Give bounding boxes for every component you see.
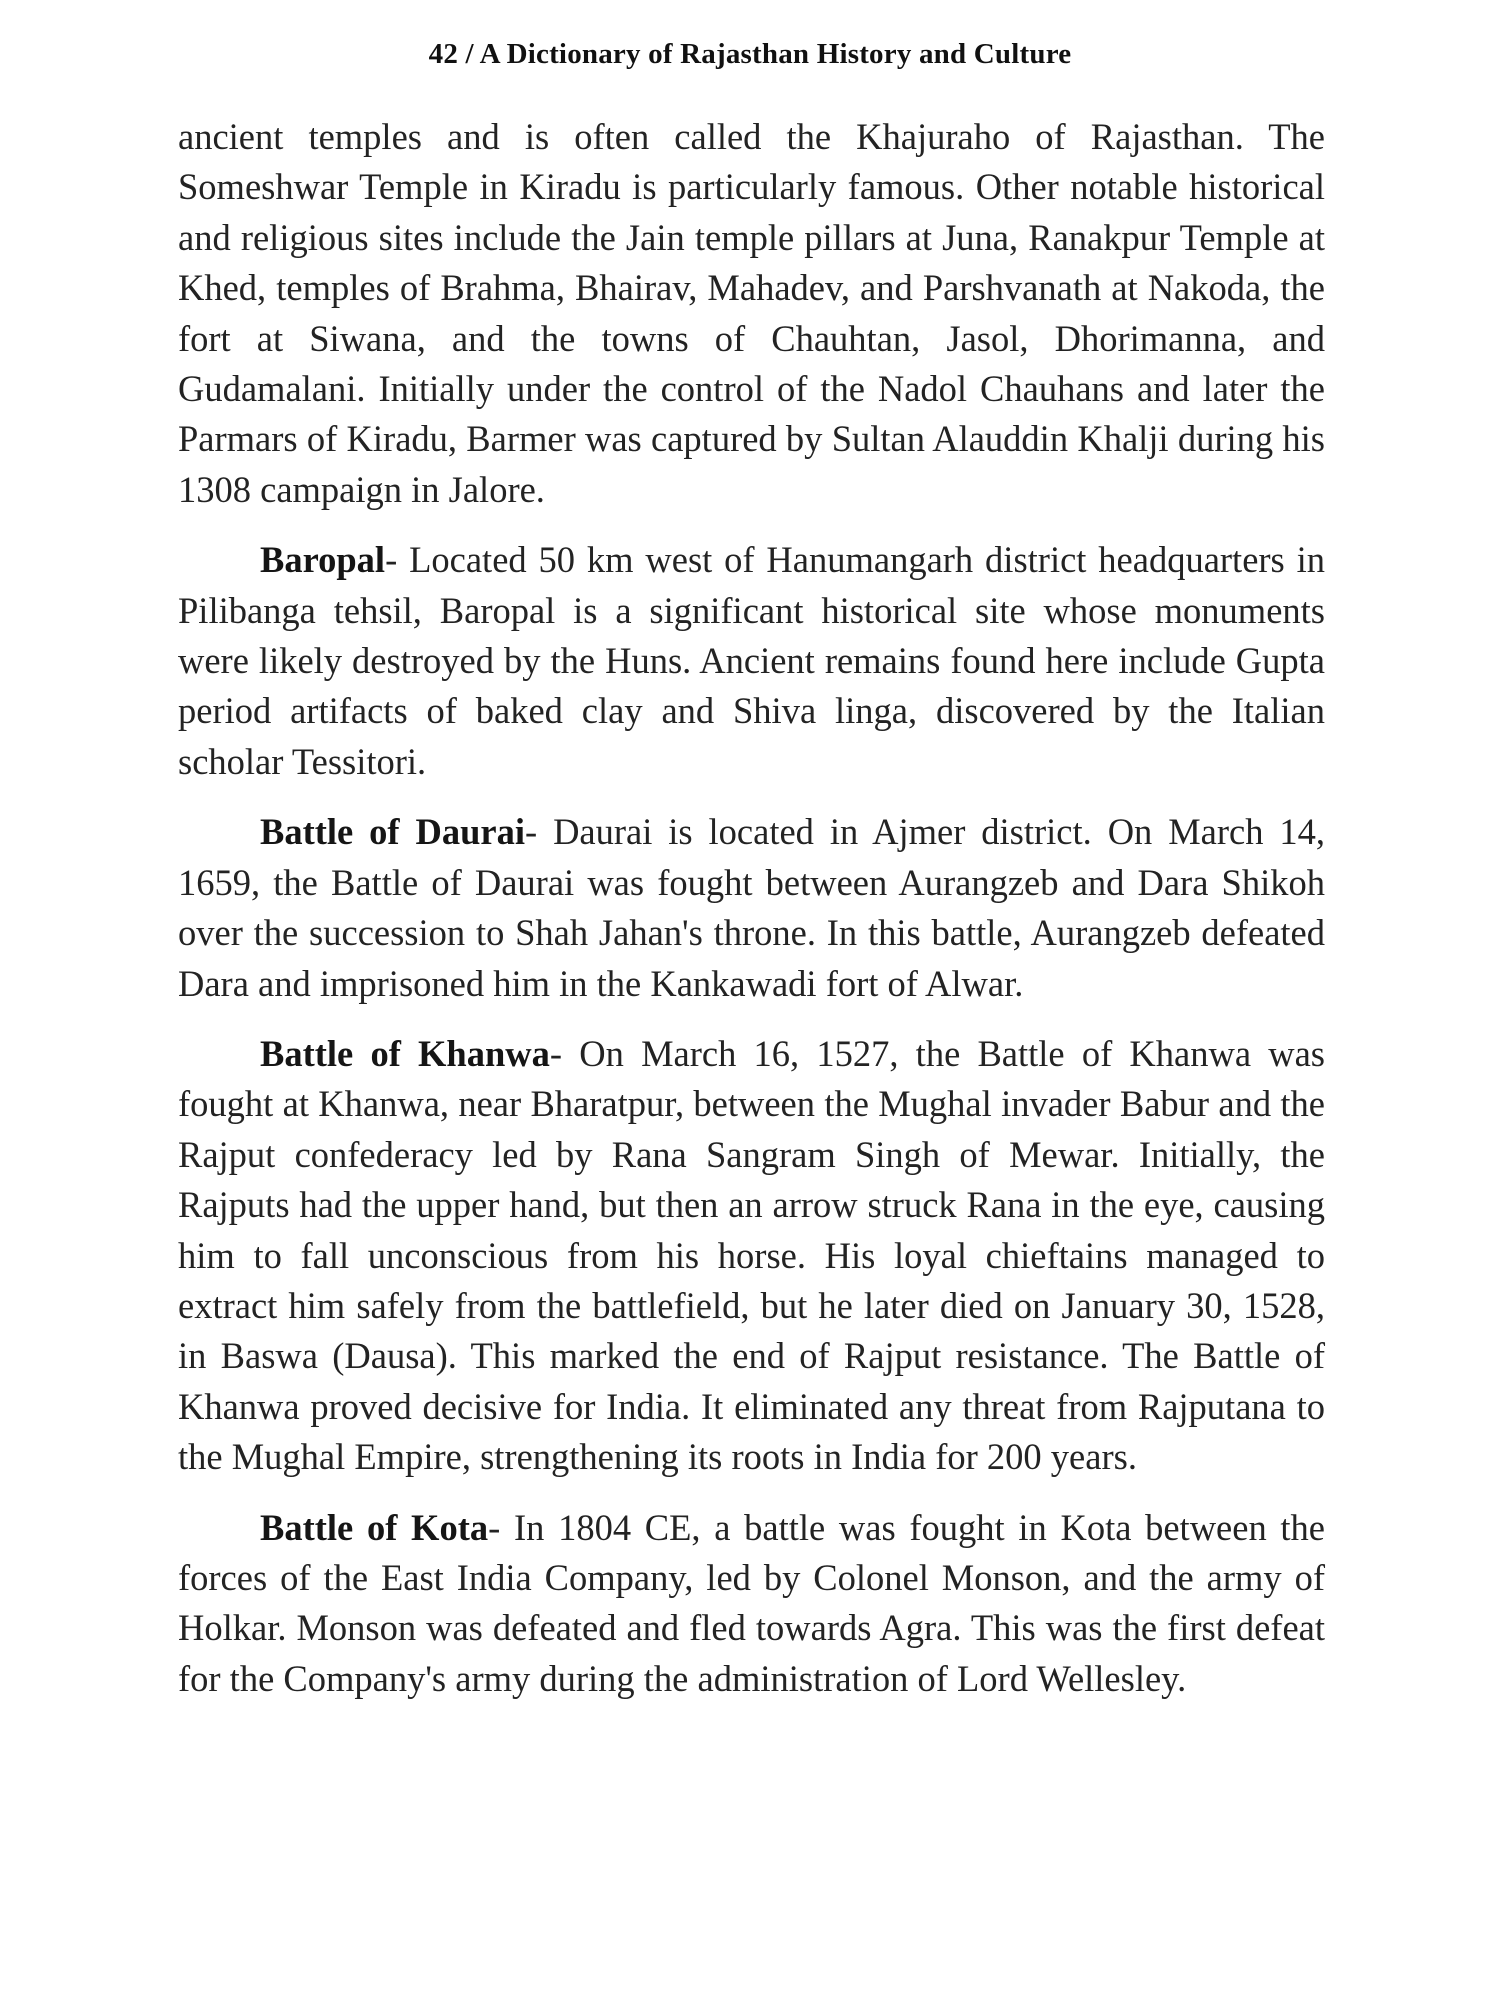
entry-term: Battle of Kota [260,1506,489,1548]
entry-text: On March 16, 1527, the Battle of Khanwa was fought at Khanwa, near Bharatpur, between the Mughal invader Babur and the Rajput confederacy led by Rana Sangram Singh of Mewar. Initially, the Rajputs had the upper hand, but then an arrow struck Rana in the eye, causing him to fall unconscious from his horse. His loyal chieftains managed to extract him safely from the battlefield, but he later died on January 30, 1528, in Baswa (Dausa). This marked the end of Rajput resistance. The Battle of Khanwa proved decisive for India. It eliminated any threat from Rajputana to the Mughal Empire, strengthening its roots in India for 200 years. [178,1032,1326,1478]
entry-separator: - [488,1506,514,1548]
entry-text: In 1804 CE, a battle was fought in Kota between the forces of the East India Company, led by Colonel Monson, and the army of Holkar. Monson was defeated and fled towards Agra. This was the first defeat for the Company's army during the administration of Lord Wellesley. [178,1506,1326,1699]
entry-baropal [178,535,1325,787]
entry-battle-of-kota [178,1503,1325,1705]
entry-separator: - [549,1032,580,1074]
running-header: 42 / A Dictionary of Rajasthan History and Culture [428,38,1072,70]
entry-text: Located 50 km west of Hanumangarh district headquarters in Pilibanga tehsil, Baropal is a significant historical site whose monuments were likely destroyed by the Huns. Ancient remains found here include Gupta period artifacts of baked clay and Shiva linga, discovered by the Italian scholar Tessitori. [178,539,1326,782]
entry-term: Battle of Daurai [260,811,525,853]
entry-separator: - [524,811,554,853]
entry-battle-of-daurai [178,807,1325,1009]
entry-term: Battle of Khanwa [260,1032,550,1074]
continued-paragraph: ancient temples and is often called the Khajuraho of Rajasthan. The Someshwar Temple in Kiradu is particularly famous. Other notable historical and religious sites include the Jain temple pillars at Juna, Ranakpur Temple at Khed, temples of Brahma, Bhairav, Mahadev, and Parshvanath at Nakoda, the fort at Siwana, and the towns of Chauhtan, Jasol, Dhorimanna, and Gudamalani. Initially under the control of the Nadol Chauhans and later the Parmars of Kiradu, Barmer was captured by Sultan Alauddin Khalji during his 1308 campaign in Jalore. [178,116,1325,510]
page-body [178,112,1325,1724]
entry-separator: - [385,539,410,581]
entry-battle-of-khanwa [178,1029,1325,1483]
entry-text: Daurai is located in Ajmer district. On March 14, 1659, the Battle of Daurai was fought between Aurangzeb and Dara Shikoh over the succession to Shah Jahan's throne. In this battle, Aurangzeb defeated Dara and imprisoned him in the Kankawadi fort of Alwar. [178,811,1326,1004]
entry-term: Baropal [260,539,386,581]
